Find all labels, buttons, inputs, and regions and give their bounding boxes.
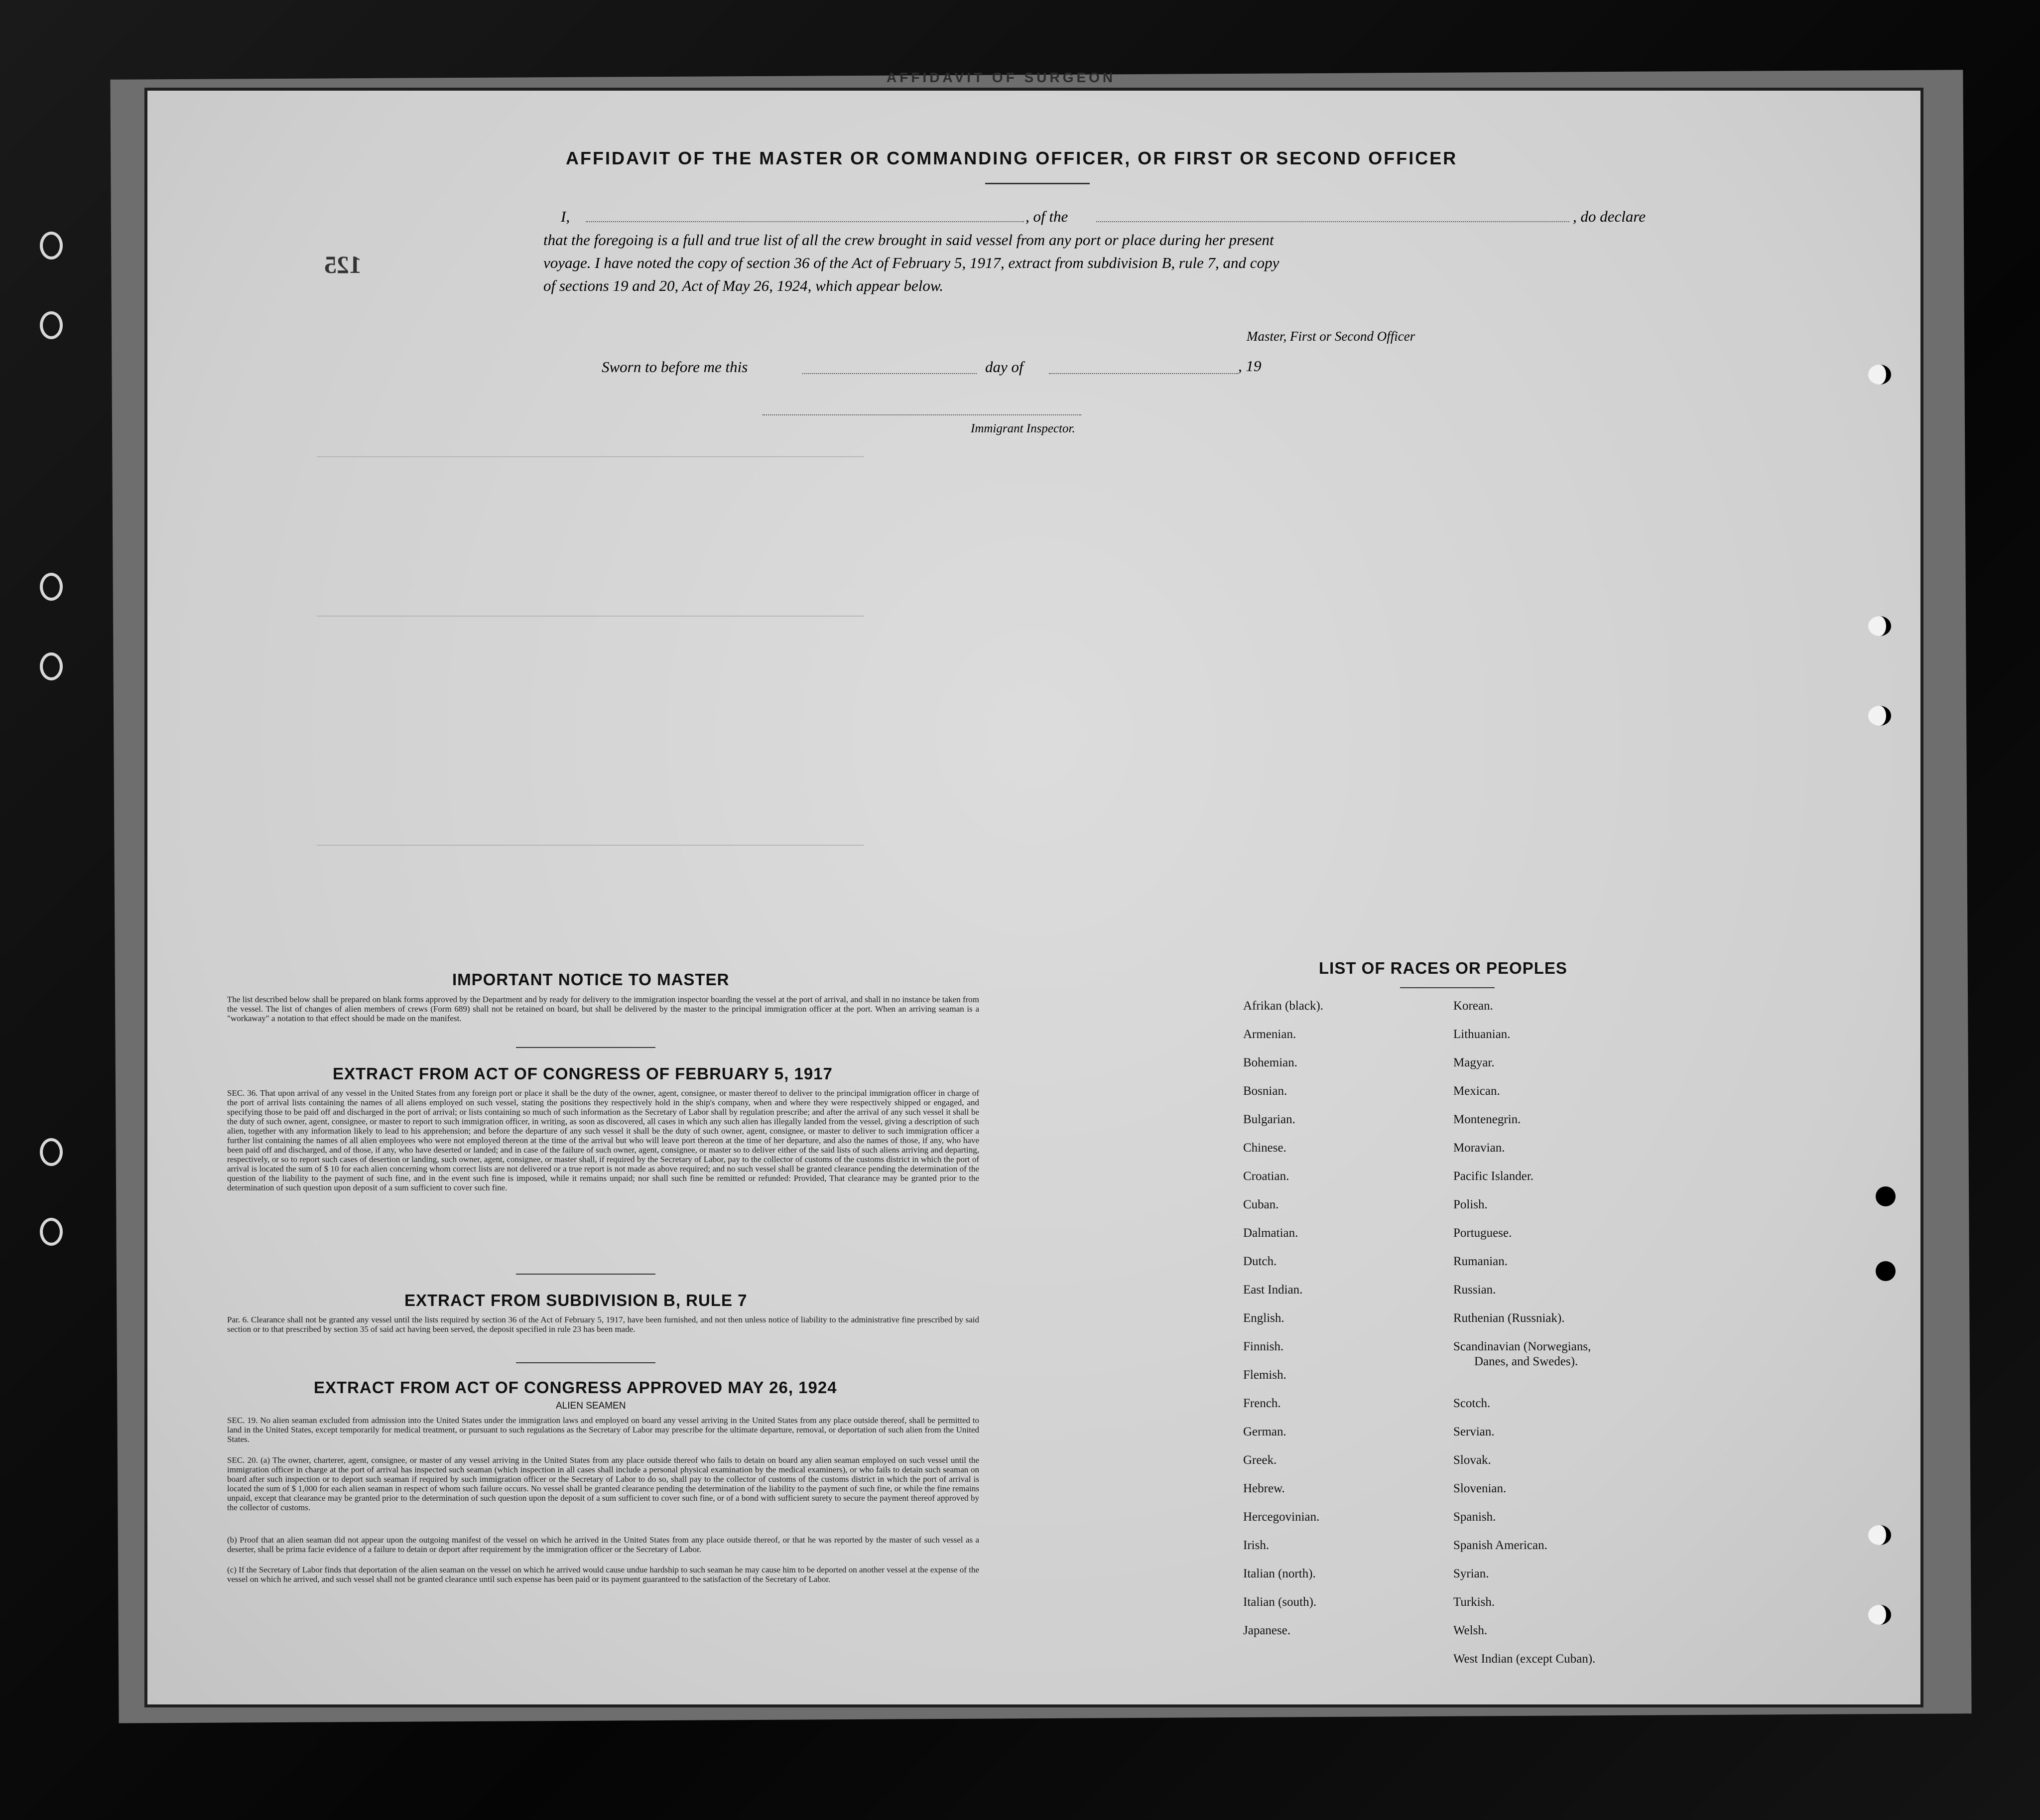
binder-hole <box>40 232 63 260</box>
section-rule <box>516 1047 655 1048</box>
race-item: Finnish. <box>1243 1340 1284 1353</box>
race-item: Greek. <box>1243 1453 1277 1467</box>
affidavit-body-line-3: of sections 19 and 20, Act of May 26, 1924, which appear below. <box>543 277 944 294</box>
race-item: Spanish. <box>1453 1510 1496 1524</box>
do-declare-label: , do declare <box>1573 208 1646 225</box>
notice-body: The list described below shall be prepared on blank forms approved by the Department and by ready for delivery to the immigration inspector boarding the vessel at the port of arrival, and shall in no instance be taken from the vessel. The list of changes of alien members of crews (Form 689) shall not be retained on board, but shall be delivered by the master to the principal immigration officer at the port. When an arriving seaman is a "workaway" a notation to that effect should be made on the manifest. <box>227 995 979 1023</box>
extract-rule7-body: Par. 6. Clearance shall not be granted any vessel until the lists required by section 36 of the Act of February 5, 1917, have been furnished, and not then unless notice of liability to the administrative fine prescribed by said section or to that prescribed by section 35 of said act having been served, the deposit specified in rule 23 has been made. <box>227 1315 979 1334</box>
race-item: Italian (north). <box>1243 1567 1316 1580</box>
race-item: Cuban. <box>1243 1198 1279 1211</box>
race-item: English. <box>1243 1311 1284 1325</box>
underlying-sheet-header: AFFIDAVIT OF SURGEON <box>887 70 1116 85</box>
binder-hole <box>40 652 63 680</box>
races-column-1 <box>1243 1000 1323 1653</box>
extract-1924-sec20a: SEC. 20. (a) The owner, charterer, agent, consignee, or master of any vessel arriving in the United States from any place outside thereof who fails to detain on board any alien seaman employed on such vessel until the immigration officer in charge at the port of arrival has inspected such seaman (which inspection in all cases shall include a personal physical examination by the medical examiners), or who fails to detain such seaman on board after such inspection or to deport such seaman if required by such immigration officer or the Secretary of Labor to do so, shall pay to the collector of customs of the customs district in which the port of arrival is located the sum of $ 1,000 for each alien seaman in respect of whom such failure occurs. No vessel shall be granted clearance pending the determination of the liability to the payment of such fine, or while the fine remains unpaid, except that clearance may be granted prior to the determination of such question upon the deposit of a sum sufficient to cover such fine, or of a bond with sufficient surety to secure the payment thereof approved by the collector of customs. <box>227 1455 979 1512</box>
section-rule <box>516 1274 655 1275</box>
binder-hole <box>40 311 63 339</box>
race-item: Pacific Islander. <box>1453 1170 1534 1183</box>
race-item: Korean. <box>1453 999 1493 1013</box>
punch-hole <box>1876 1261 1896 1281</box>
notice-title: IMPORTANT NOTICE TO MASTER <box>452 970 730 989</box>
race-item: Japanese. <box>1243 1624 1291 1637</box>
binder-hole <box>40 1218 63 1246</box>
race-item: Turkish. <box>1453 1595 1495 1609</box>
title-rule <box>985 183 1090 184</box>
race-item: Afrikan (black). <box>1243 999 1324 1013</box>
extract-1924-title: EXTRACT FROM ACT OF CONGRESS APPROVED MAY 26, 1924 <box>314 1378 837 1397</box>
race-item: Bohemian. <box>1243 1056 1298 1069</box>
race-item: Bulgarian. <box>1243 1113 1295 1126</box>
name-blank[interactable] <box>586 221 1024 222</box>
punch-hole <box>1868 1525 1891 1545</box>
race-item: Hercegovinian. <box>1243 1510 1320 1524</box>
day-of-label: day of <box>985 358 1023 376</box>
race-item: Portuguese. <box>1453 1226 1512 1240</box>
race-item: Dalmatian. <box>1243 1226 1298 1240</box>
extract-1924-sec19: SEC. 19. No alien seaman excluded from admission into the United States under the immigration laws and employed on board any vessel arriving in the United States from any place outside thereof, shall be permitted to land in the United States, except temporarily for medical treatment, or pursuant to such regulations as the Secretary of Labor may prescribe for the ultimate departure, removal, or deportation of such alien from the United States. <box>227 1416 979 1444</box>
race-item: Chinese. <box>1243 1141 1286 1155</box>
race-item: Bosnian. <box>1243 1084 1287 1098</box>
punch-hole <box>1868 365 1891 385</box>
race-item: Slovak. <box>1453 1453 1491 1467</box>
race-item: Moravian. <box>1453 1141 1505 1155</box>
section-rule <box>516 1362 655 1363</box>
race-item: Flemish. <box>1243 1368 1286 1382</box>
race-item: East Indian. <box>1243 1283 1303 1297</box>
race-item: Russian. <box>1453 1283 1496 1297</box>
punch-hole <box>1868 616 1891 636</box>
sheet-number: 125 <box>324 251 362 278</box>
race-item: Montenegrin. <box>1453 1113 1521 1126</box>
bleed-through-text: ───────────────────────────────────────────────────────────── <box>317 609 864 626</box>
sworn-month-blank[interactable] <box>1049 373 1238 374</box>
extract-1924-subtitle: ALIEN SEAMEN <box>556 1401 626 1411</box>
race-item: Ruthenian (Russniak). <box>1453 1311 1565 1325</box>
race-item: French. <box>1243 1397 1281 1410</box>
extract-rule7-title: EXTRACT FROM SUBDIVISION B, RULE 7 <box>404 1291 748 1309</box>
race-item: Rumanian. <box>1453 1255 1508 1268</box>
race-item: Scandinavian (Norwegians, <box>1453 1340 1591 1353</box>
races-title: LIST OF RACES OR PEOPLES <box>1319 959 1567 977</box>
master-signature-label: Master, First or Second Officer <box>1247 329 1415 344</box>
affidavit-body-line-2: voyage. I have noted the copy of section 36 of the Act of February 5, 1917, extract from subdivision B, rule 7, and copy <box>543 254 1279 271</box>
race-item: German. <box>1243 1425 1286 1438</box>
bleed-through-text: ───────────────────────────────────────────────────────────── <box>317 449 864 466</box>
inspector-label: Immigrant Inspector. <box>971 422 1075 435</box>
year-prefix: , 19 <box>1238 357 1262 375</box>
race-item: Mexican. <box>1453 1084 1500 1098</box>
race-item: Spanish American. <box>1453 1539 1547 1552</box>
race-item: Croatian. <box>1243 1170 1289 1183</box>
race-item: Hebrew. <box>1243 1482 1285 1495</box>
race-item: Welsh. <box>1453 1624 1488 1637</box>
race-item: Armenian. <box>1243 1028 1296 1041</box>
race-item: Italian (south). <box>1243 1595 1317 1609</box>
affidavit-body-line-1: that the foregoing is a full and true list of all the crew brought in said vessel from any port or place during her present <box>543 231 1274 249</box>
inspector-signature-blank[interactable] <box>763 414 1081 415</box>
punch-hole <box>1876 1186 1896 1206</box>
race-item: West Indian (except Cuban). <box>1453 1652 1596 1666</box>
punch-hole <box>1868 1605 1891 1625</box>
bleed-through-text: ───────────────────────────────────────────────────────────── <box>317 838 864 855</box>
extract-1924-sec20b: (b) Proof that an alien seaman did not appear upon the outgoing manifest of the vessel on which he arrived in the United States from any place outside thereof, or that he was reported by the master of such vessel as a deserter, shall be prima facie evidence of a failure to detain or deport after requirement by the immigration officer or the Secretary of Labor. <box>227 1535 979 1554</box>
races-rule <box>1400 987 1495 988</box>
of-the-label: , of the <box>1025 208 1068 225</box>
extract-1917-title: EXTRACT FROM ACT OF CONGRESS OF FEBRUARY 5, 1917 <box>333 1064 833 1083</box>
extract-1917-body: SEC. 36. That upon arrival of any vessel in the United States from any foreign port or place it shall be the duty of the owner, agent, consignee, or master thereof to deliver to the principal immigration officer in charge of the port of arrival lists containing the names of all aliens employed on such vessel, stating the positions they respectively hold in the ship's company, when and where they were respectively shipped or engaged, and specifying those to be paid off and discharged in the port of arrival; or lists containing so much of such information as the Secretary of Labor shall by regulation prescribe; and after the arrival of any such vessel it shall be the duty of such owner, agent, consignee, or master to report to such immigration officer, in writing, as soon as discovered, all cases in which any such alien has illegally landed from the vessel, giving a description of such alien, together with any information likely to lead to his apprehension; and before the departure of any such vessel it shall be the duty of such owner, agent, consignee, or master to deliver to such immigration officer a further list containing the names of all alien employees who were not employed thereon at the time of the arrival but who will leave port thereon at the time of her departure, and also the names of those, if any, who have been paid off and discharged, and of those, if any, who have deserted or landed; and in case of the failure of such owner, agent, consignee, or master so to deliver either of the said lists of such aliens arriving and departing, respectively, or so to report such cases of desertion or landing, such owner, agent, consignee, or master shall, if required by the Secretary of Labor, pay to the collector of customs of the customs district in which the port of arrival is located the sum of $ 10 for each alien concerning whom correct lists are not delivered or a true report is not made as above required; and no such vessel shall be granted clearance pending the determination of the question of the liability to the payment of such fine, and in the event such fine is imposed, while it remains unpaid; nor shall such fine be remitted or refunded: Provided, That clearance may be granted prior to the determination of such question upon deposit of a sum sufficient to cover such fine. <box>227 1088 979 1192</box>
race-item: Servian. <box>1453 1425 1495 1438</box>
affidavit-title: AFFIDAVIT OF THE MASTER OR COMMANDING OFFICER, OR FIRST OR SECOND OFFICER <box>566 148 1458 168</box>
race-item: Lithuanian. <box>1453 1028 1511 1041</box>
race-item: Dutch. <box>1243 1255 1277 1268</box>
punch-hole <box>1868 706 1891 726</box>
binder-hole <box>40 1138 63 1166</box>
race-item: Scotch. <box>1453 1397 1491 1410</box>
race-item: Syrian. <box>1453 1567 1489 1580</box>
extract-1924-sec20c: (c) If the Secretary of Labor finds that deportation of the alien seaman on the vessel on which he arrived would cause undue hardship to such seaman he may cause him to be deported on another vessel at the expense of the vessel on which he arrived, and such vessel shall not be granted clearance until such expense has been paid or its payment guaranteed to the satisfaction of the Secretary of Labor. <box>227 1565 979 1584</box>
sworn-day-blank[interactable] <box>802 373 977 374</box>
race-item: Danes, and Swedes). <box>1474 1355 1578 1368</box>
race-item: Magyar. <box>1453 1056 1495 1069</box>
affidavit-sheet <box>147 91 1920 1704</box>
race-item: Irish. <box>1243 1539 1270 1552</box>
races-column-2 <box>1453 1000 1595 1681</box>
race-item: Polish. <box>1453 1198 1488 1211</box>
affidavit-pronoun: I, <box>561 208 570 225</box>
vessel-blank[interactable] <box>1096 221 1569 222</box>
binder-hole <box>40 573 63 601</box>
sworn-label: Sworn to before me this <box>602 358 748 376</box>
race-item: Slovenian. <box>1453 1482 1507 1495</box>
